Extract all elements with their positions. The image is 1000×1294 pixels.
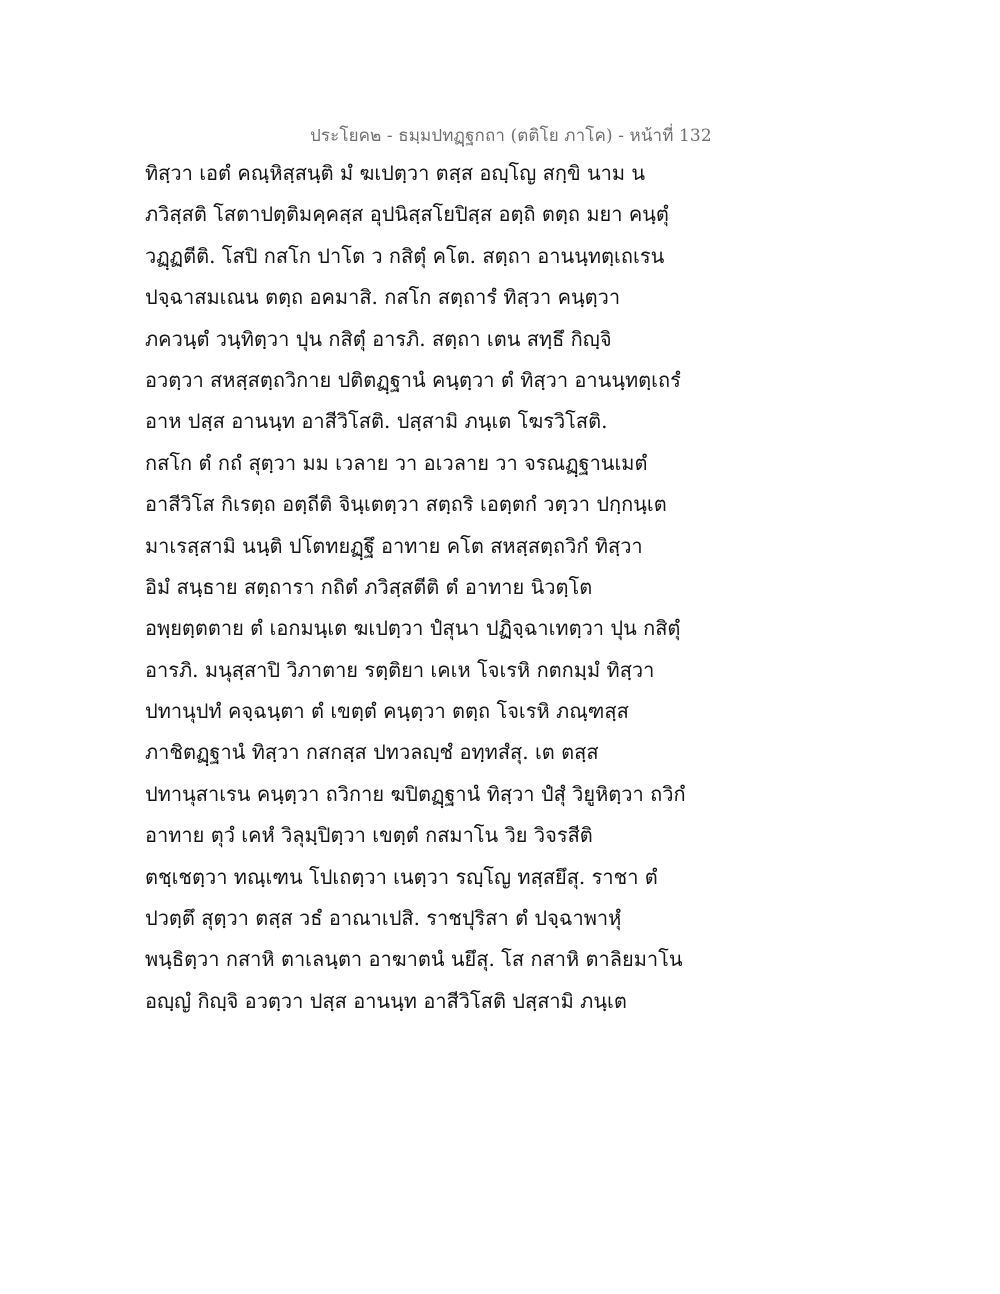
text-line: ตชฺเชตฺวา ทณฺเฑน โปเถตฺวา เนตฺวา รญฺโญ ทสฺสยึสุ. ราชา ตํ [145,864,658,889]
body-text [145,158,705,1027]
text-line: อารภิ. มนุสฺสาปิ วิภาตาย รตฺติยา เคเห โจเรหิ กตกมฺมํ ทิสฺวา [145,657,655,682]
text-line: อญฺญํ กิญฺจิ อวตฺวา ปสฺส อานนฺท อาสีวิโสติ ปสฺสามิ ภนฺเต [145,988,627,1013]
page-header: ประโยค๒ - ธมฺมปทฏฺฐกถา (ตติโย ภาโค) - หน้าที่ 132 [310,126,712,146]
text-line: ภควนฺตํ วนฺทิตฺวา ปุน กสิตุํ อารภิ. สตฺถา เตน สทฺธึ กิญฺจิ [145,326,612,351]
text-line: ปทานุปทํ คจฺฉนฺตา ตํ เขตฺตํ คนฺตฺวา ตตฺถ โจเรหิ ภณฺฑสฺส [145,699,629,724]
text-line: ภวิสฺสติ โสตาปตฺติมคฺคสฺส อุปนิสฺสโยปิสฺส อตฺถิ ตตฺถ มยา คนฺตุํ [145,202,669,227]
text-line: อวตฺวา สหสฺสตฺถวิกาย ปติตฏฺฐานํ คนฺตฺวา ตํ ทิสฺวา อานนฺทตฺเถรํ [145,367,681,392]
text-line: อาห ปสฺส อานนฺท อาสีวิโสติ. ปสฺสามิ ภนฺเต โฆรวิโสติ. [145,409,608,434]
text-line: วฏฺฏตีติ. โสปิ กสโก ปาโต ว กสิตุํ คโต. สตฺถา อานนฺทตฺเถเรน [145,243,665,268]
text-line: ภาชิตฏฺฐานํ ทิสฺวา กสกสฺส ปทวลญฺชํ อทฺทสํสุ. เต ตสฺส [145,740,599,765]
text-line: ปจฺฉาสมเณน ตตฺถ อคมาสิ. กสโก สตฺถารํ ทิสฺวา คนฺตฺวา [145,285,621,310]
text-line: พนฺธิตฺวา กสาหิ ตาเลนฺตา อาฆาตนํ นยึสุ. โส กสาหิ ตาลิยมาโน [145,947,683,972]
text-line: อพฺยตฺตตาย ตํ เอกมนฺเต ฆเปตฺวา ปํสุนา ปฏิจฺฉาเทตฺวา ปุน กสิตุํ [145,616,681,641]
text-line: กสโก ตํ กถํ สุตฺวา มม เวลาย วา อเวลาย วา จรณฏฺฐานเมตํ [145,450,648,475]
text-line: อาสีวิโส กิเรตฺถ อตฺถีติ จินฺเตตฺวา สตฺถริ เอตฺตกํ วตฺวา ปกฺกนฺเต [145,492,667,517]
text-line: อิมํ สนฺธาย สตฺถารา กถิตํ ภวิสฺสตีติ ตํ อาทาย นิวตฺโต [145,574,593,599]
text-line: มาเรสฺสามิ นนฺติ ปโตทยฏฺฐึ อาทาย คโต สหสฺสตฺถวิกํ ทิสฺวา [145,533,643,558]
text-line: ปวตฺตึ สุตฺวา ตสฺส วธํ อาณาเปสิ. ราชปุริสา ตํ ปจฺฉาพาหุํ [145,906,622,931]
text-line: ปทานุสาเรน คนฺตฺวา ถวิกาย ฆปิตฏฺฐานํ ทิสฺวา ปํสุํ วิยูหิตฺวา ถวิกํ [145,781,686,806]
text-line: ทิสฺวา เอตํ คณฺหิสฺสนฺติ มํ ฆเปตฺวา ตสฺส อญฺโญ สกฺขิ นาม น [145,161,646,185]
text-line: อาทาย ตุวํ เคหํ วิลุมฺปิตฺวา เขตฺตํ กสมาโน วิย วิจรสีติ [145,823,593,848]
